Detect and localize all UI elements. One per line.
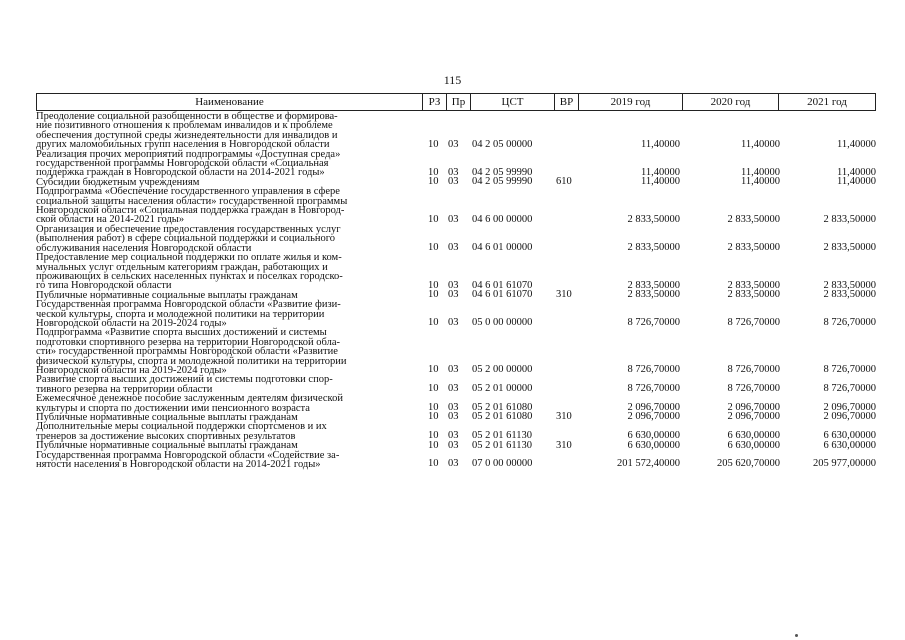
row-name-line: тивного резерва на территории области: [36, 383, 213, 395]
row-name-line: ческой культуры, спорта и молодежной политики на территории: [36, 308, 325, 320]
row-2021: 2 833,50000: [823, 242, 876, 254]
header-name: Наименование: [36, 94, 422, 110]
row-vr: 310: [556, 411, 572, 423]
row-rz: 10: [428, 430, 439, 442]
header-pr: Пр: [446, 94, 470, 110]
page-number: 115: [443, 73, 462, 87]
row-2020: 11,40000: [741, 176, 780, 188]
row-name: [36, 422, 421, 441]
row-2020: 11,40000: [741, 138, 780, 150]
table-row: [36, 375, 876, 394]
row-pr: 03: [448, 411, 459, 423]
row-name: [36, 451, 421, 470]
row-2021: 8 726,70000: [823, 383, 876, 395]
row-cst: 04 6 01 00000: [472, 242, 533, 254]
row-2020: 2 833,50000: [727, 289, 780, 301]
row-2019: 8 726,70000: [627, 317, 680, 329]
row-pr: 03: [448, 439, 459, 451]
table-row: [36, 187, 876, 225]
row-cst: 05 2 01 00000: [472, 383, 533, 395]
row-2019: 201 572,40000: [617, 458, 680, 470]
row-cst: 04 2 05 99990: [472, 176, 533, 188]
header-2021: 2021 год: [778, 94, 876, 110]
row-cst: 04 2 05 00000: [472, 138, 533, 150]
table-row: [36, 112, 876, 150]
row-name: [36, 112, 421, 150]
row-2021: 11,40000: [837, 166, 876, 178]
row-name-line: Публичные нормативные социальные выплаты гражданам: [36, 289, 298, 301]
row-rz: 10: [428, 279, 439, 291]
row-2021: 8 726,70000: [823, 364, 876, 376]
row-2020: 8 726,70000: [727, 317, 780, 329]
row-rz: 10: [428, 213, 439, 225]
row-vr: 310: [556, 289, 572, 301]
row-2020: 205 620,70000: [717, 458, 780, 470]
row-cst: 05 2 01 61130: [472, 439, 532, 451]
row-2020: 2 833,50000: [727, 279, 780, 291]
row-2021: 205 977,00000: [813, 458, 876, 470]
row-2019: 6 630,00000: [627, 430, 680, 442]
row-name-line: нятости населения в Новгородской области на 2014-2021 годы»: [36, 459, 321, 471]
table-row: [36, 150, 876, 178]
row-name-line: Государственная программа Новгородской области «Развитие физи-: [36, 299, 341, 311]
row-name-line: Публичные нормативные социальные выплаты гражданам: [36, 440, 298, 452]
row-rz: 10: [428, 138, 439, 150]
row-2019: 11,40000: [641, 138, 680, 150]
row-2021: 2 096,70000: [823, 411, 876, 423]
row-cst: 04 2 05 99990: [472, 166, 533, 178]
row-2021: 8 726,70000: [823, 317, 876, 329]
row-pr: 03: [448, 364, 459, 376]
row-name: [36, 394, 421, 413]
row-pr: 03: [448, 402, 459, 413]
row-cst: 04 6 01 61070: [472, 289, 533, 301]
row-name-line: (выполнения работ) в сфере социальной поддержки и социального: [36, 233, 336, 245]
row-name-line: Преодоление социальной разобщенности в обществе и формирова-: [36, 111, 338, 122]
row-cst: 07 0 00 00000: [472, 458, 533, 470]
table-row: [36, 253, 876, 291]
row-pr: 03: [448, 279, 459, 291]
header-2019: 2019 год: [578, 94, 682, 110]
row-rz: 10: [428, 411, 439, 423]
table-body: [36, 112, 876, 469]
row-name: [36, 328, 421, 375]
row-name-line: Ежемесячное денежное пособие заслуженным деятелям физической: [36, 393, 343, 405]
row-name-line: Субсидии бюджетным учреждениям: [36, 176, 200, 188]
row-2021: 6 630,00000: [823, 439, 876, 451]
scan-dot: [795, 634, 798, 637]
row-rz: 10: [428, 383, 439, 395]
row-2020: 2 096,70000: [727, 402, 780, 413]
row-name-line: Новгородской области «Социальная поддержка граждан в Новгород-: [36, 205, 345, 217]
table-row: [36, 394, 876, 413]
row-cst: 05 2 00 00000: [472, 364, 533, 376]
row-name: [36, 375, 421, 394]
row-2019: 11,40000: [641, 176, 680, 188]
row-name-line: Новгородской области на 2019-2024 годы»: [36, 317, 227, 329]
row-vr: 310: [556, 439, 572, 451]
row-2020: 2 833,50000: [727, 242, 780, 254]
row-cst: 05 2 01 61080: [472, 402, 533, 413]
row-rz: 10: [428, 166, 439, 178]
row-name: [36, 225, 421, 253]
row-2021: 6 630,00000: [823, 430, 876, 442]
row-2019: 2 833,50000: [627, 289, 680, 301]
row-name-line: Подпрограмма «Развитие спорта высших достижений и системы: [36, 327, 327, 339]
row-pr: 03: [448, 138, 459, 150]
row-vr: 610: [556, 176, 572, 188]
header-vr: ВР: [554, 94, 578, 110]
row-rz: 10: [428, 176, 439, 188]
row-2019: 2 096,70000: [627, 411, 680, 423]
row-2019: 2 096,70000: [627, 402, 680, 413]
row-rz: 10: [428, 242, 439, 254]
row-cst: 05 2 01 61080: [472, 411, 533, 423]
row-name-line: Государственная программа Новгородской области «Содействие за-: [36, 449, 340, 461]
row-pr: 03: [448, 166, 459, 178]
row-name-line: Предоставление мер социальной поддержки по оплате жилья и ком-: [36, 252, 342, 264]
row-name-line: го типа Новгородской области: [36, 280, 172, 292]
table-row: [36, 328, 876, 375]
row-2020: 8 726,70000: [727, 383, 780, 395]
row-2021: 11,40000: [837, 176, 876, 188]
table-row: [36, 300, 876, 328]
row-2019: 11,40000: [641, 166, 680, 178]
row-2019: 2 833,50000: [627, 213, 680, 225]
row-cst: 05 0 00 00000: [472, 317, 533, 329]
row-rz: 10: [428, 364, 439, 376]
row-2020: 8 726,70000: [727, 364, 780, 376]
row-name-line: культуры и спорта по достижении ими пенсионного возраста: [36, 402, 310, 414]
row-2019: 8 726,70000: [627, 364, 680, 376]
row-2020: 6 630,00000: [727, 430, 780, 442]
row-name-line: государственной программы Новгородской области «Социальная: [36, 158, 329, 170]
row-2020: 2 833,50000: [727, 213, 780, 225]
row-name-line: ние позитивного отношения к проблемам инвалидов и к проблеме: [36, 120, 333, 132]
row-name-line: поддержка граждан в Новгородской области на 2014-2021 годы»: [36, 167, 325, 179]
table-header: [36, 93, 876, 111]
row-pr: 03: [448, 213, 459, 225]
row-name: [36, 150, 421, 178]
row-name-line: Новгородской области на 2019-2024 годы»: [36, 364, 227, 376]
row-2019: 8 726,70000: [627, 383, 680, 395]
row-name-line: Публичные нормативные социальные выплаты гражданам: [36, 412, 298, 423]
row-2021: 11,40000: [837, 138, 876, 150]
row-cst: 05 2 01 61130: [472, 430, 532, 442]
table-row: [36, 451, 876, 470]
row-2020: 2 096,70000: [727, 411, 780, 423]
row-pr: 03: [448, 383, 459, 395]
row-2021: 2 833,50000: [823, 279, 876, 291]
header-cst: ЦСТ: [470, 94, 554, 110]
row-2020: 11,40000: [741, 166, 780, 178]
row-rz: 10: [428, 317, 439, 329]
row-pr: 03: [448, 176, 459, 188]
row-name-line: тренеров за достижение высоких спортивных результатов: [36, 430, 296, 442]
table-row: [36, 422, 876, 441]
row-name-line: Реализация прочих мероприятий подпрограммы «Доступная среда»: [36, 148, 341, 160]
row-name-line: Подпрограмма «Обеспечение государственного управления в сфере: [36, 186, 340, 198]
row-2020: 6 630,00000: [727, 439, 780, 451]
row-cst: 04 6 00 00000: [472, 213, 533, 225]
row-2019: 6 630,00000: [627, 439, 680, 451]
row-name: [36, 253, 421, 291]
row-name-line: Дополнительные меры социальной поддержки спортсменов и их: [36, 421, 327, 433]
row-name-line: Развитие спорта высших достижений и системы подготовки спор-: [36, 374, 333, 386]
row-name-line: обслуживания населения Новгородской области: [36, 242, 252, 254]
row-2021: 2 833,50000: [823, 289, 876, 301]
row-rz: 10: [428, 458, 439, 470]
row-rz: 10: [428, 289, 439, 301]
row-name-line: физической культуры, спорта и молодежной политики на территории: [36, 355, 347, 367]
row-name: [36, 300, 421, 328]
row-2021: 2 833,50000: [823, 213, 876, 225]
row-pr: 03: [448, 317, 459, 329]
row-rz: 10: [428, 402, 439, 413]
row-pr: 03: [448, 242, 459, 254]
row-name-line: других маломобильных групп населения в Новгородской области: [36, 139, 330, 151]
row-2019: 2 833,50000: [627, 279, 680, 291]
row-name: [36, 187, 421, 225]
table-row: [36, 225, 876, 253]
row-name-line: проживающих в сельских населенных пунктах и поселках городско-: [36, 270, 343, 282]
row-name-line: мунальных услуг отдельным категориям граждан, работающих и: [36, 261, 328, 273]
row-name-line: социальной защиты населения области» государственной программы: [36, 195, 348, 207]
row-pr: 03: [448, 289, 459, 301]
row-name-line: ской области на 2014-2021 годы»: [36, 214, 185, 226]
row-name-line: сти» государственной программы Новгородской области «Развитие: [36, 346, 338, 358]
header-2020: 2020 год: [682, 94, 778, 110]
header-rz: РЗ: [422, 94, 446, 110]
row-name-line: Организация и обеспечение предоставления государственных услуг: [36, 223, 341, 235]
row-pr: 03: [448, 458, 459, 470]
row-pr: 03: [448, 430, 459, 442]
row-rz: 10: [428, 439, 439, 451]
row-2019: 2 833,50000: [627, 242, 680, 254]
row-name-line: подготовки спортивного резерва на территории Новгородской обла-: [36, 336, 341, 348]
row-cst: 04 6 01 61070: [472, 279, 533, 291]
row-name-line: обеспечения доступной среды жизнедеятельности для инвалидов и: [36, 129, 338, 141]
row-2021: 2 096,70000: [823, 402, 876, 413]
